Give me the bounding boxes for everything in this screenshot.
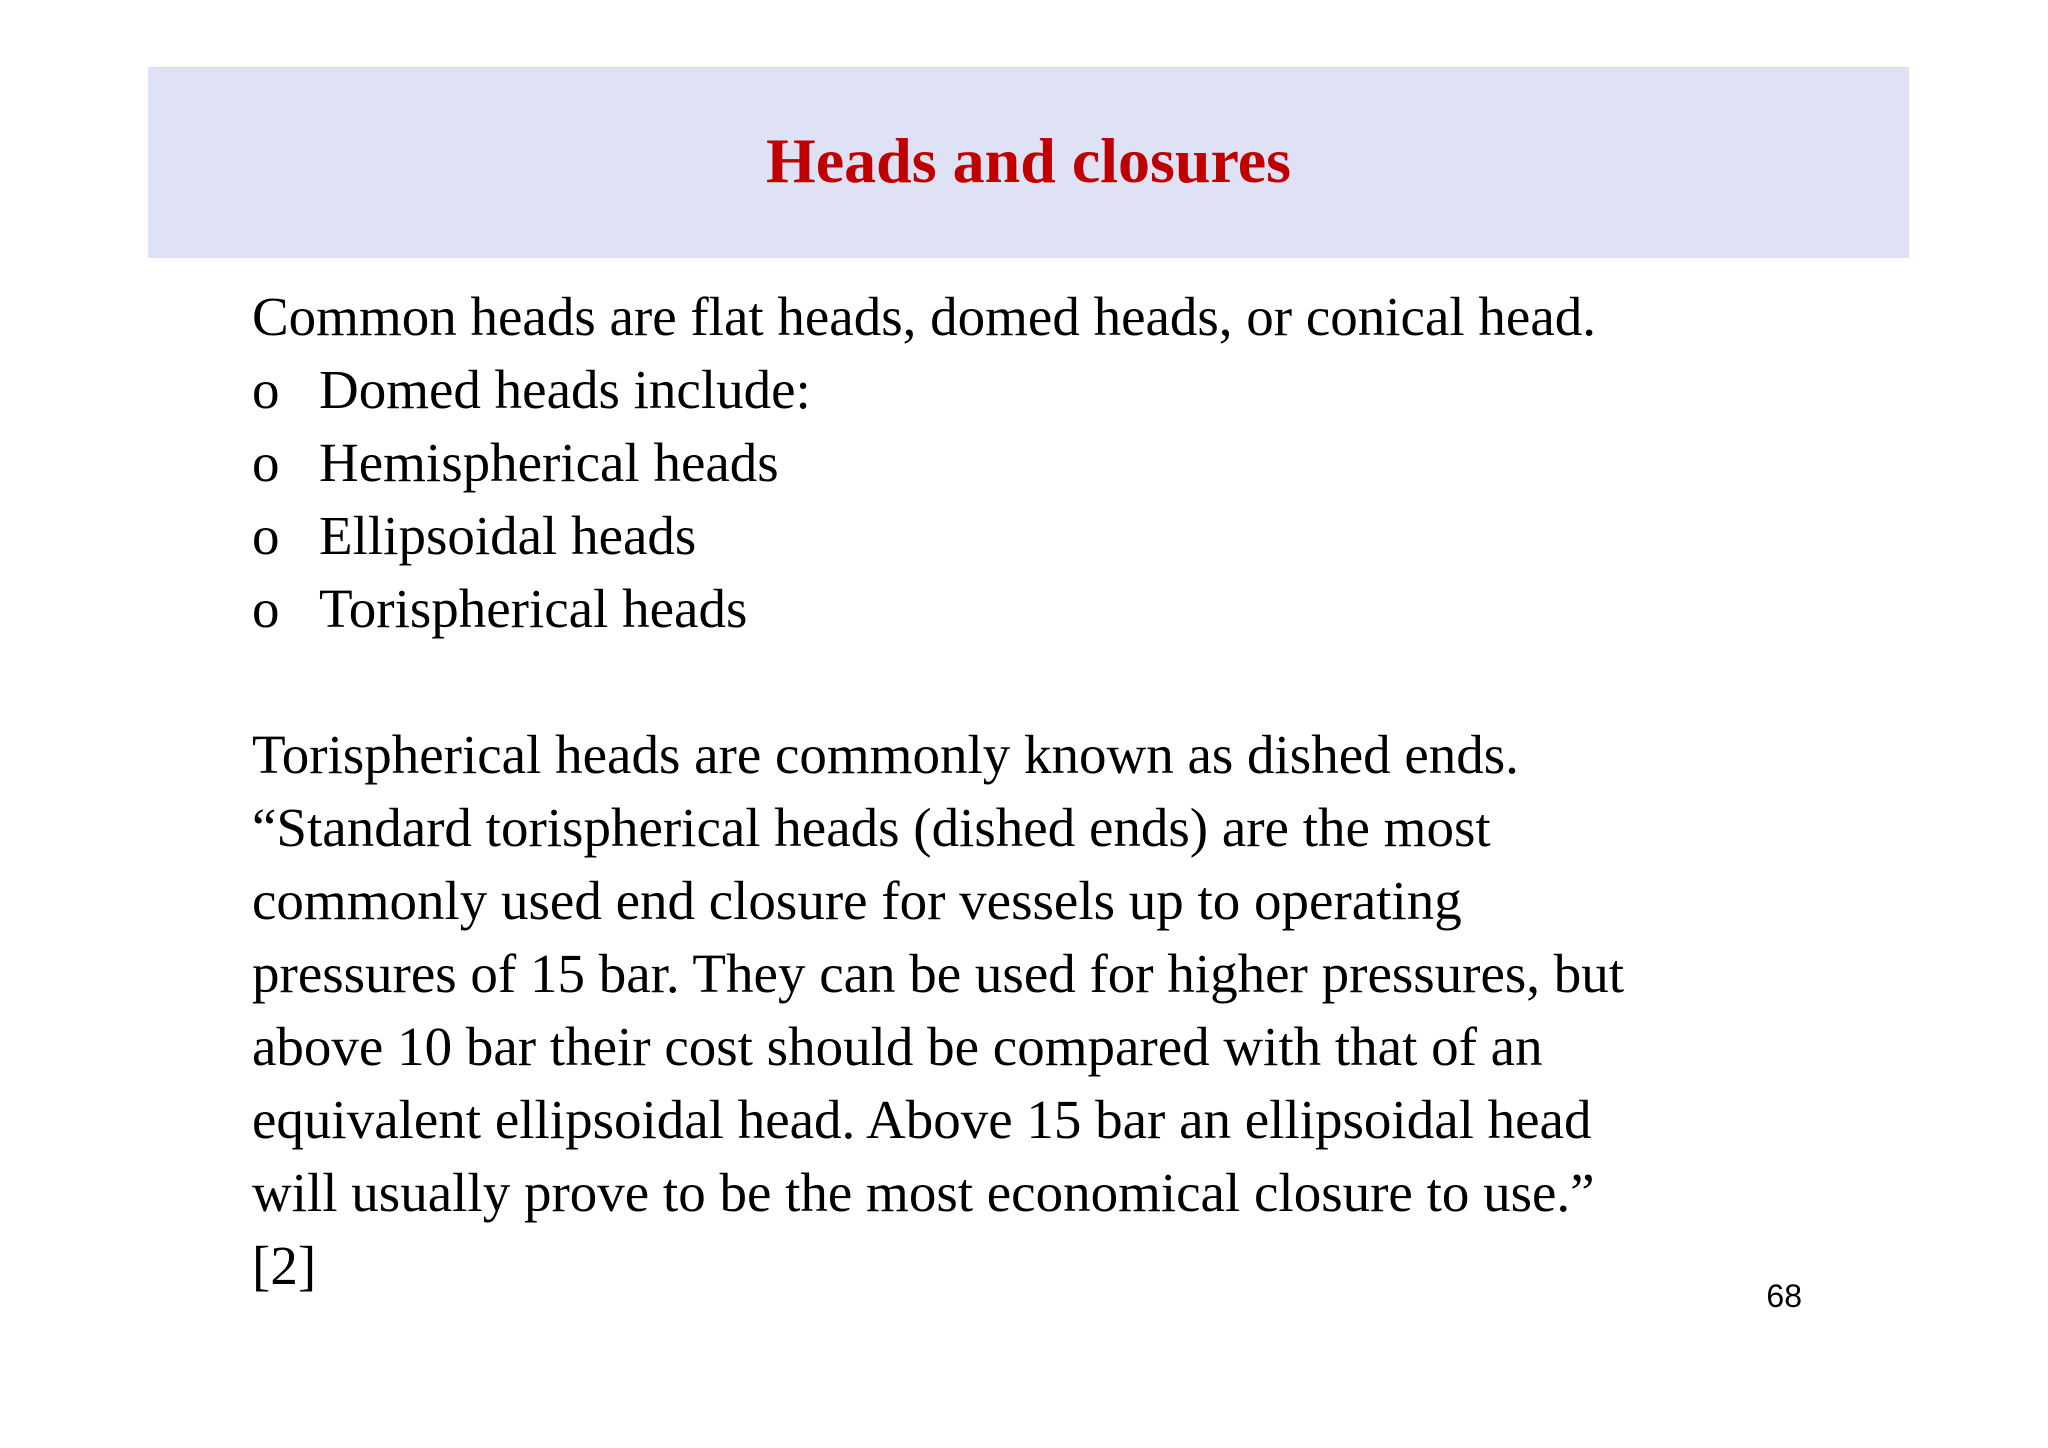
bullet-text: Ellipsoidal heads	[319, 505, 697, 566]
title-band	[148, 67, 1909, 258]
paragraph-line: Torispherical heads are commonly known as dished ends.	[252, 724, 1519, 785]
slide-body	[252, 280, 1872, 1302]
bullet-item	[252, 572, 1872, 645]
spacer	[252, 645, 1872, 718]
paragraph-line: pressures of 15 bar. They can be used for higher pressures, but	[252, 943, 1625, 1004]
bullet-item	[252, 499, 1872, 572]
bullet-item	[252, 353, 1872, 426]
bullet-text: Domed heads include:	[319, 359, 811, 420]
paragraph-line: commonly used end closure for vessels up to operating	[252, 870, 1462, 931]
bullet-text: Torispherical heads	[319, 578, 748, 639]
slide-title: Heads and closures	[765, 125, 1292, 196]
bullet-item	[252, 426, 1872, 499]
bullet-text: Hemispherical heads	[319, 432, 779, 493]
paragraph-line: above 10 bar their cost should be compared with that of an	[252, 1016, 1543, 1077]
paragraph-line: equivalent ellipsoidal head. Above 15 bar an ellipsoidal head	[252, 1089, 1592, 1150]
paragraph-line: “Standard torispherical heads (dished ends) are the most	[252, 797, 1491, 858]
bullet-marker: o	[252, 578, 280, 639]
intro-text: Common heads are flat heads, domed heads, or conical head.	[252, 286, 1596, 347]
paragraph-line: will usually prove to be the most economical closure to use.”	[252, 1162, 1595, 1223]
bullet-marker: o	[252, 359, 280, 420]
reference-citation: [2]	[252, 1235, 317, 1296]
bullet-marker: o	[252, 505, 280, 566]
bullet-marker: o	[252, 432, 280, 493]
page-number: 68	[1766, 1278, 1802, 1314]
